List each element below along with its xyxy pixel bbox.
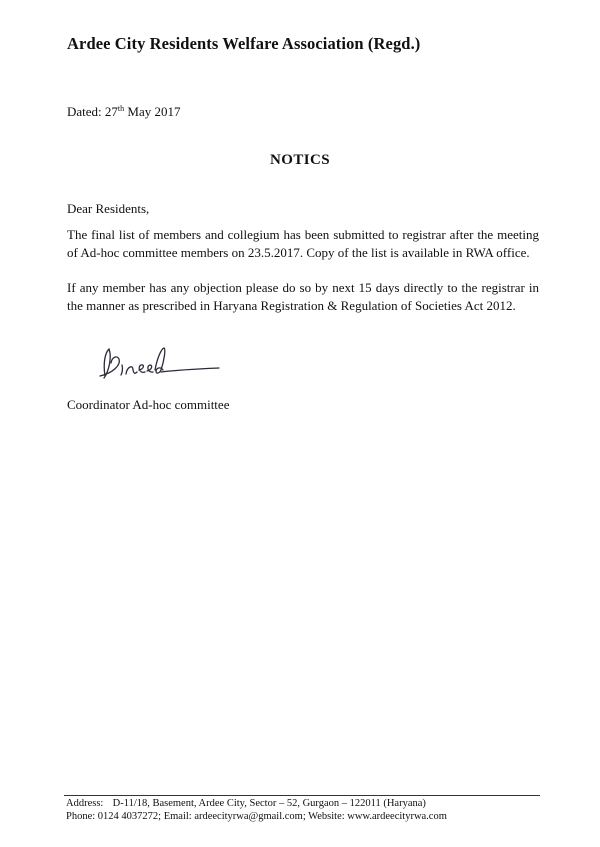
date-day-suffix: th: [117, 104, 125, 113]
notice-date: [67, 104, 180, 120]
footer-contact: Phone: 0124 4037272; Email: ardeecityrwa@gmail.com; Website: www.ardeecityrwa.com: [66, 811, 447, 822]
organization-heading: Ardee City Residents Welfare Association (Regd.): [67, 34, 421, 53]
handwritten-signature: [95, 343, 225, 388]
date-label: Dated:: [67, 104, 102, 119]
notice-paragraph-submission: The final list of members and collegium has been submitted to registrar after the meeting of Ad-hoc committee members on 23.5.2017. Copy of the list is available in RWA office.: [67, 227, 539, 260]
footer-divider: [64, 795, 540, 796]
date-day: 27: [104, 104, 118, 119]
date-month-year: May 2017: [127, 104, 181, 119]
footer-address: D-11/18, Basement, Ardee City, Sector – 52, Gurgaon – 122011 (Haryana): [112, 798, 426, 809]
salutation: Dear Residents,: [67, 201, 150, 216]
footer-address-label: Address:: [66, 798, 104, 809]
footer: [66, 797, 447, 823]
signatory-title: Coordinator Ad-hoc committee: [67, 397, 230, 412]
footer-address-line: [66, 797, 447, 810]
notice-paragraph-objection: If any member has any objection please do so by next 15 days directly to the registrar in the manner as prescribed in Haryana Registration & Regulation of Societies Act 2012.: [67, 280, 539, 313]
notice-title: NOTICS: [270, 152, 330, 168]
